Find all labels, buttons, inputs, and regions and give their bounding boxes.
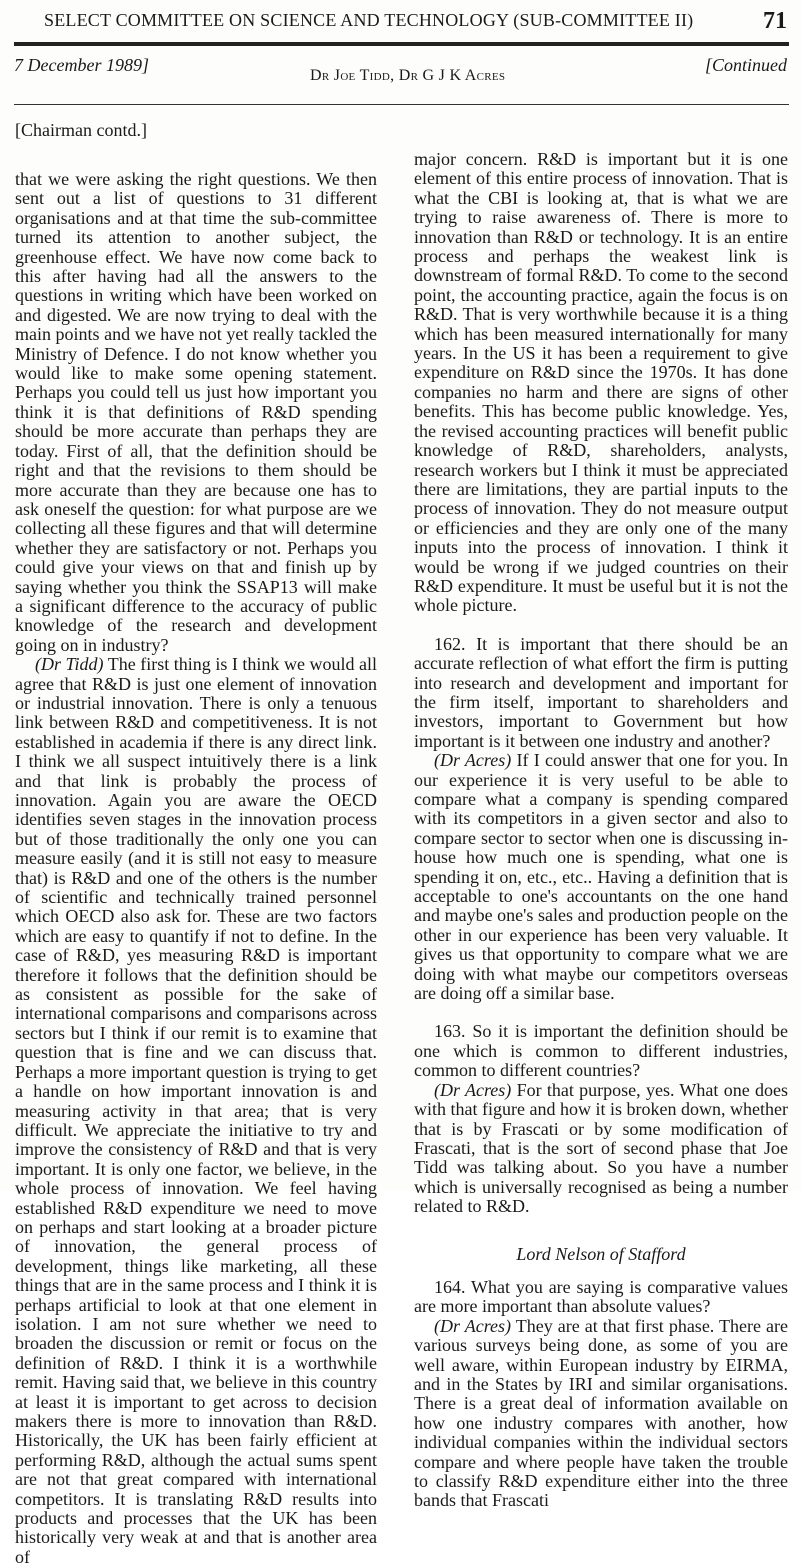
continued-label: [Continued — [704, 55, 787, 75]
running-header — [14, 10, 789, 40]
witness-names: Dr Joe Tidd, Dr G J K Acres — [310, 67, 506, 84]
speaker-note: [Chairman contd.] — [15, 120, 147, 140]
answer-163 — [414, 1081, 788, 1217]
answer-162 — [414, 751, 788, 1003]
answer-text: They are at that first phase. There are various surveys being done, as some of you are well aware, within European industry by EIRMA, and in the States by IRI and similar organisations. There is a great deal of information available on how one industry compares with another, how individual companies within the individual sectors compare and where people have taken the trouble to classify R&D expenditure either into the three bands that Frascati — [414, 1315, 788, 1511]
chairman-question-paragraph: that we were asking the right questions. We then sent out a list of questions to 31 different organisations and at that time the sub-committee turned its attention to another subject, the greenhouse effect. We have now come back to this after having had all the answers to the questions in writing which have been worked on and digested. We are now trying to deal with the main points and we have not yet really tackled the Ministry of Defence. I do not know whether you would like to make some opening statement. Perhaps you could tell us just how important you think it is that definitions of R&D spending should be more accurate than perhaps they are today. First of all, that the definition should be right and that the revisions to them should be more accurate than they are because one has to ask oneself the question: for what purpose are we collecting all these figures and that will determine whether they are satisfactory or not. Perhaps you could give your views on that and finish up by saying whether you think the SSAP13 will make a significant difference to the accuracy of public knowledge of the research and development going on in industry? — [15, 169, 377, 655]
continued-answer-paragraph: major concern. R&D is important but it is one element of this entire process of innovation. That is what the CBI is looking at, that is what we are trying to raise awareness of. There is more to innovation than R&D or technology. It is an entire process and perhaps the weakest link is downstream of formal R&D. To come to the second point, the accounting practice, again the focus is on R&D. That is very worthwhile because it is a thing which has been measured internationally for many years. In the US it has been a requirement to give expenditure on R&D since the 1970s. It has done companies no harm and there are signs of other benefits. This has become public knowledge. Yes, the revised accounting practices will benefit public knowledge of R&D, shareholders, analysts, research workers but I think it must be appreciated there are limitations, they are partial inputs to the process of innovation. They do not measure output or efficiencies and they are only one of the many inputs into the process of innovation. I think it would be wrong if we judged countries on their R&D expenditure. It must be useful but it is not the whole picture. — [414, 149, 788, 616]
left-column — [15, 120, 377, 1567]
witness-label: (Dr Acres) — [434, 750, 512, 771]
answer-164 — [414, 1317, 788, 1511]
witness-label: (Dr Tidd) — [35, 654, 104, 675]
answer-text: For that purpose, yes. What one does with that figure and how it is broken down, whether that is by Frascati or by some modification of Frascati, that is the sort of second phase that Joe Tidd was talking about. So you have a number which is universally recognised as being a number related to R&D. — [414, 1079, 788, 1217]
running-title: SELECT COMMITTEE ON SCIENCE AND TECHNOLOGY (SUB-COMMITTEE II) — [44, 10, 694, 30]
header-rule — [14, 42, 789, 46]
witness-label: (Dr Acres) — [434, 1315, 512, 1336]
interviewer-heading: Lord Nelson of Stafford — [516, 1243, 686, 1264]
right-column — [414, 150, 788, 1511]
page-number: 71 — [763, 8, 787, 34]
answer-text: The first thing is I think we would all agree that R&D is just one element of innovation or industrial innovation. There is only a tenuous link between R&D and competitiveness. It is not established in academia if there is any direct link. I think we all suspect intuitively there is a link and that link is probably the process of innovation. Again you are aware the OECD identifies seven stages in the innovation process but of those traditionally the only one you can measure easily (and it is still not easy to measure that) is R&D and one of the others is the number of scientific and technically trained personnel which OECD also ask for. These are two factors which are easy to quantify if not to define. In the case of R&D, yes measuring R&D is important therefore it follows that the definition should be as consistent as possible for the sake of international comparisons and comparisons across sectors but I think if our remit is to examine that question that is fine and we can discuss that. Perhaps a more important question is trying to get a handle on how important innovation is and measuring activity in that area; that is very difficult. We appreciate the initiative to try and improve the consistency of R&D and that is very important. It is only one factor, we believe, in the whole process of innovation. We feel having established R&D expenditure we need to move on perhaps and start looking at a broader picture of innovation, the general process of development, things like marketing, all these things that are in the same process and I think it is perhaps artificial to look at that one element in isolation. I am not sure whether we need to broaden the discussion or remit or focus on the definition of R&D. I think it is a worthwhile remit. Having said that, we believe in this country at least it is important to get across to decision makers there is more to innovation than R&D. Historically, the UK has been fairly efficient at performing R&D, although the actual sums spent are not that great compared with international competitors. It is translating R&D results into products and processes that the UK has been historically very weak at and that is another area of — [15, 654, 377, 1567]
answer-text: If I could answer that one for you. In our experience it is very useful to be able to compare what a company is spending compared with its competitors in a given sector and also to compare sector to sector when one is discussing in-house how much one is spending, what one is spending it on, etc., etc.. Having a definition that is acceptable to one's accountants on the one hand and maybe one's sales and production people on the other in our experience has been very valuable. It gives us that opportunity to compare what we are doing with what maybe our competitors overseas are doing off a similar base. — [414, 750, 788, 1004]
question-162: 162. It is important that there should be an accurate reflection of what effort the firm is putting into research and development and important for the firm itself, important to shareholders and investors, important to Government but how important is it between one industry and another? — [414, 633, 788, 751]
witness-label: (Dr Acres) — [434, 1079, 512, 1100]
question-163: 163. So it is important the definition should be one which is common to different industries, common to different countries? — [414, 1021, 788, 1081]
tidd-answer-paragraph — [15, 655, 377, 1567]
question-164: 164. What you are saying is comparative values are more important than absolute values? — [414, 1276, 788, 1317]
subheader-rule — [14, 104, 789, 105]
hearing-date: 7 December 1989] — [14, 55, 149, 75]
